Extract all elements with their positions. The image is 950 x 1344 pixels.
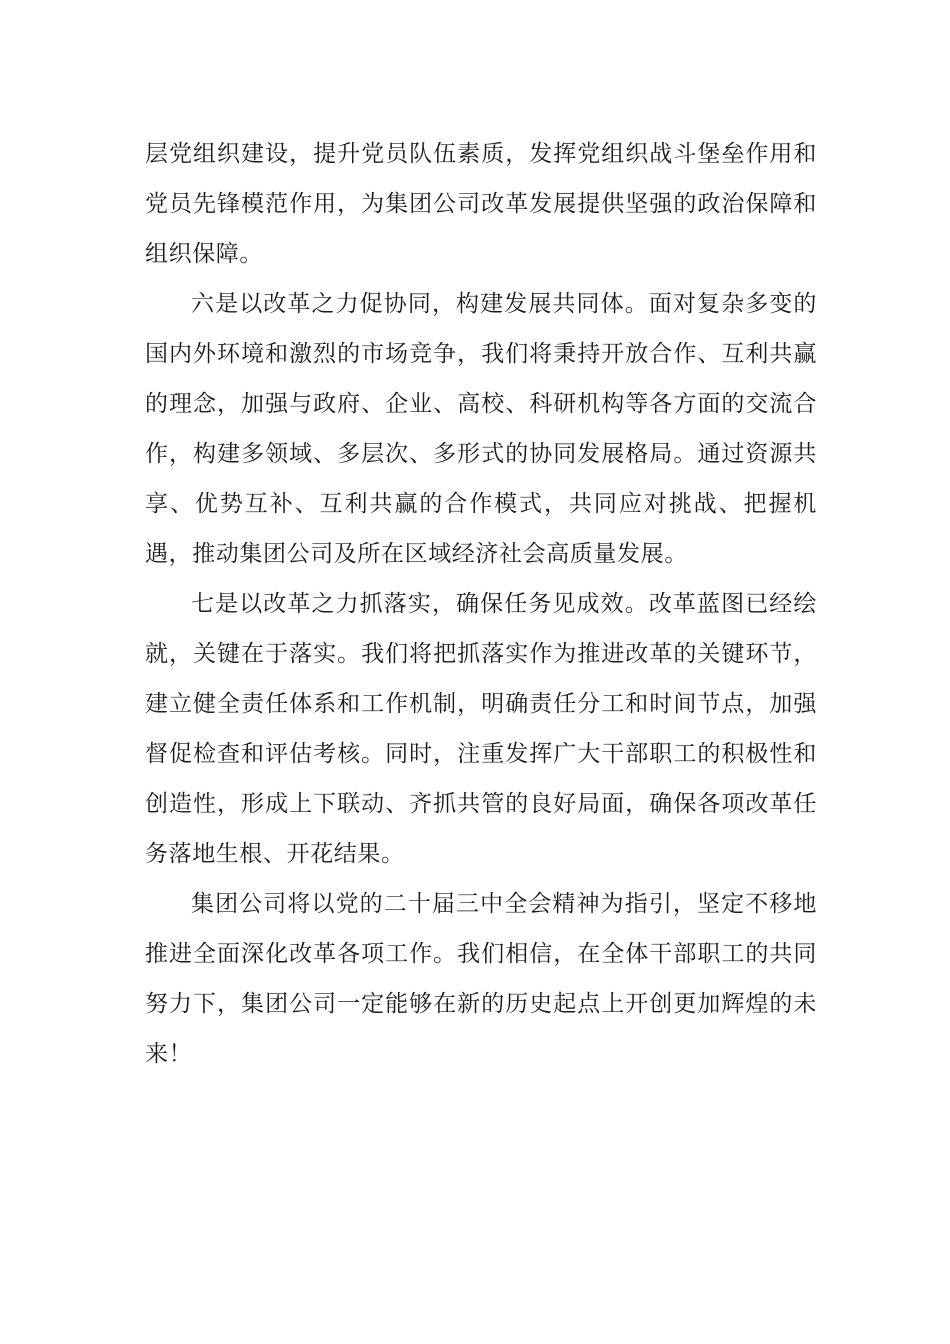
document-body bbox=[145, 129, 817, 1079]
paragraph-conclusion: 集团公司将以党的二十届三中全会精神为指引，坚定不移地推进全面深化改革各项工作。我们相信，在全体干部职工的共同努力下，集团公司一定能够在新的历史起点上开创更加辉煌的未来！ bbox=[145, 891, 817, 1067]
paragraph-implementation: 七是以改革之力抓落实，确保任务见成效。改革蓝图已经绘就，关键在于落实。我们将把抓落实作为推进改革的关键环节，建立健全责任体系和工作机制，明确责任分工和时间节点，加强督促检查和评估考核。同时，注重发挥广大干部职工的积极性和创造性，形成上下联动、齐抓共管的良好局面，确保各项改革任务落地生根、开花结果。 bbox=[145, 591, 817, 867]
paragraph-party-building: 层党组织建设，提升党员队伍素质，发挥党组织战斗堡垒作用和党员先锋模范作用，为集团公司改革发展提供坚强的政治保障和组织保障。 bbox=[145, 141, 817, 267]
paragraph-collaboration: 六是以改革之力促协同，构建发展共同体。面对复杂多变的国内外环境和激烈的市场竞争，我们将秉持开放合作、互利共赢的理念，加强与政府、企业、高校、科研机构等各方面的交流合作，构建多领域、多层次、多形式的协同发展格局。通过资源共享、优势互补、互利共赢的合作模式，共同应对挑战、把握机遇，推动集团公司及所在区域经济社会高质量发展。 bbox=[145, 291, 817, 567]
